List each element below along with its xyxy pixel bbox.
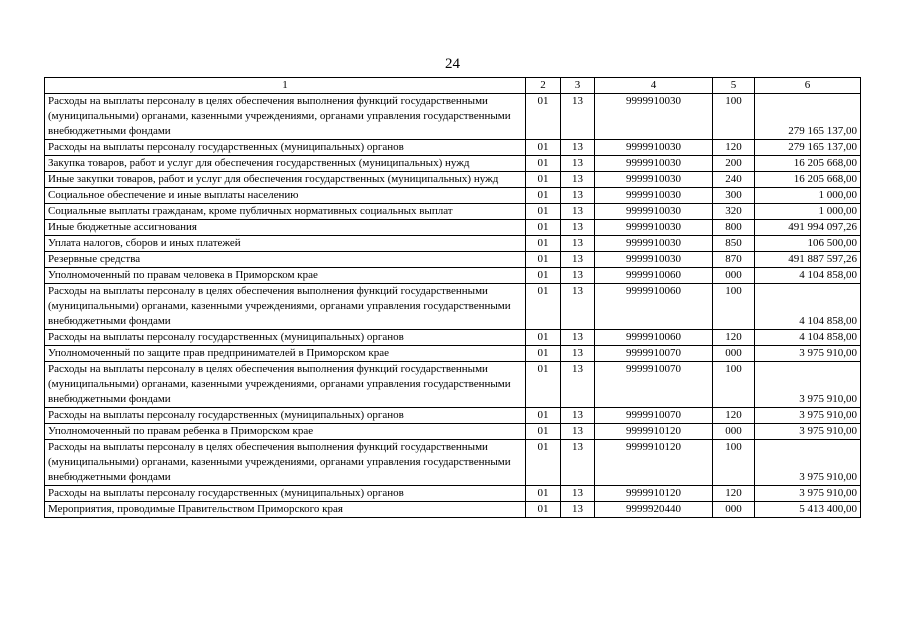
row-subsection-cell: 13 <box>561 362 595 408</box>
row-subsection-cell: 13 <box>561 220 595 236</box>
row-subsection-cell: 13 <box>561 94 595 140</box>
row-section-cell: 01 <box>526 94 561 140</box>
row-expense-type-cell: 100 <box>713 362 755 408</box>
row-section-cell: 01 <box>526 236 561 252</box>
row-section-cell: 01 <box>526 424 561 440</box>
row-subsection-cell: 13 <box>561 284 595 330</box>
row-expense-type-cell: 100 <box>713 94 755 140</box>
row-section-cell: 01 <box>526 252 561 268</box>
row-section-cell: 01 <box>526 284 561 330</box>
table-row <box>45 252 861 268</box>
row-target-article-cell: 9999910120 <box>595 424 713 440</box>
row-name-cell: Расходы на выплаты персоналу в целях обеспечения выполнения функций государственными (муниципальными) органами, казенными учреждениями, органами управления государственными внебюджетными фондами <box>45 362 526 408</box>
row-target-article-cell: 9999910030 <box>595 156 713 172</box>
table-row <box>45 188 861 204</box>
row-expense-type-cell: 000 <box>713 502 755 518</box>
row-amount-cell: 279 165 137,00 <box>755 140 861 156</box>
table-row <box>45 172 861 188</box>
row-amount-cell: 491 994 097,26 <box>755 220 861 236</box>
row-expense-type-cell: 000 <box>713 424 755 440</box>
row-name-cell: Расходы на выплаты персоналу в целях обеспечения выполнения функций государственными (муниципальными) органами, казенными учреждениями, органами управления государственными внебюджетными фондами <box>45 440 526 486</box>
row-amount-cell: 4 104 858,00 <box>755 268 861 284</box>
header-col-6: 6 <box>755 78 861 94</box>
row-section-cell: 01 <box>526 440 561 486</box>
table-row <box>45 440 861 486</box>
row-name-cell: Расходы на выплаты персоналу государственных (муниципальных) органов <box>45 408 526 424</box>
row-amount-cell: 3 975 910,00 <box>755 346 861 362</box>
row-target-article-cell: 9999910070 <box>595 346 713 362</box>
table-row <box>45 284 861 330</box>
row-name-cell: Уплата налогов, сборов и иных платежей <box>45 236 526 252</box>
table-row <box>45 424 861 440</box>
row-amount-cell: 4 104 858,00 <box>755 330 861 346</box>
table-row <box>45 94 861 140</box>
row-target-article-cell: 9999910030 <box>595 220 713 236</box>
row-name-cell: Уполномоченный по правам человека в Приморском крае <box>45 268 526 284</box>
row-expense-type-cell: 120 <box>713 140 755 156</box>
row-target-article-cell: 9999910120 <box>595 440 713 486</box>
table-row <box>45 408 861 424</box>
row-target-article-cell: 9999910060 <box>595 284 713 330</box>
row-subsection-cell: 13 <box>561 156 595 172</box>
row-amount-cell: 4 104 858,00 <box>755 284 861 330</box>
table-header-row <box>45 78 861 94</box>
row-expense-type-cell: 120 <box>713 408 755 424</box>
row-subsection-cell: 13 <box>561 236 595 252</box>
header-col-1: 1 <box>45 78 526 94</box>
row-target-article-cell: 9999910030 <box>595 140 713 156</box>
row-target-article-cell: 9999910030 <box>595 236 713 252</box>
row-subsection-cell: 13 <box>561 346 595 362</box>
row-subsection-cell: 13 <box>561 268 595 284</box>
row-section-cell: 01 <box>526 408 561 424</box>
row-expense-type-cell: 240 <box>713 172 755 188</box>
row-target-article-cell: 9999910070 <box>595 408 713 424</box>
table-row <box>45 220 861 236</box>
row-section-cell: 01 <box>526 172 561 188</box>
row-name-cell: Расходы на выплаты персоналу государственных (муниципальных) органов <box>45 486 526 502</box>
row-target-article-cell: 9999910060 <box>595 330 713 346</box>
row-subsection-cell: 13 <box>561 330 595 346</box>
row-target-article-cell: 9999920440 <box>595 502 713 518</box>
row-expense-type-cell: 120 <box>713 330 755 346</box>
row-subsection-cell: 13 <box>561 408 595 424</box>
row-target-article-cell: 9999910070 <box>595 362 713 408</box>
row-amount-cell: 16 205 668,00 <box>755 156 861 172</box>
row-amount-cell: 3 975 910,00 <box>755 424 861 440</box>
row-section-cell: 01 <box>526 362 561 408</box>
table-row <box>45 502 861 518</box>
table-body <box>45 78 861 518</box>
row-amount-cell: 1 000,00 <box>755 204 861 220</box>
row-section-cell: 01 <box>526 502 561 518</box>
row-subsection-cell: 13 <box>561 252 595 268</box>
row-section-cell: 01 <box>526 140 561 156</box>
header-col-4: 4 <box>595 78 713 94</box>
row-target-article-cell: 9999910030 <box>595 94 713 140</box>
row-name-cell: Иные бюджетные ассигнования <box>45 220 526 236</box>
row-target-article-cell: 9999910030 <box>595 252 713 268</box>
row-amount-cell: 1 000,00 <box>755 188 861 204</box>
row-expense-type-cell: 120 <box>713 486 755 502</box>
row-name-cell: Расходы на выплаты персоналу государственных (муниципальных) органов <box>45 330 526 346</box>
row-name-cell: Уполномоченный по защите прав предпринимателей в Приморском крае <box>45 346 526 362</box>
row-target-article-cell: 9999910120 <box>595 486 713 502</box>
table-row <box>45 362 861 408</box>
row-subsection-cell: 13 <box>561 486 595 502</box>
row-expense-type-cell: 200 <box>713 156 755 172</box>
row-section-cell: 01 <box>526 330 561 346</box>
row-subsection-cell: 13 <box>561 204 595 220</box>
row-subsection-cell: 13 <box>561 172 595 188</box>
row-expense-type-cell: 870 <box>713 252 755 268</box>
page-number: 24 <box>445 56 460 72</box>
row-name-cell: Резервные средства <box>45 252 526 268</box>
row-target-article-cell: 9999910030 <box>595 172 713 188</box>
row-section-cell: 01 <box>526 204 561 220</box>
row-name-cell: Уполномоченный по правам ребенка в Приморском крае <box>45 424 526 440</box>
row-name-cell: Мероприятия, проводимые Правительством Приморского края <box>45 502 526 518</box>
header-col-3: 3 <box>561 78 595 94</box>
row-section-cell: 01 <box>526 486 561 502</box>
table-row <box>45 268 861 284</box>
table-row <box>45 236 861 252</box>
row-section-cell: 01 <box>526 346 561 362</box>
row-amount-cell: 3 975 910,00 <box>755 362 861 408</box>
table-row <box>45 140 861 156</box>
row-amount-cell: 3 975 910,00 <box>755 440 861 486</box>
row-subsection-cell: 13 <box>561 424 595 440</box>
table-row <box>45 156 861 172</box>
row-subsection-cell: 13 <box>561 440 595 486</box>
table-row <box>45 486 861 502</box>
row-amount-cell: 16 205 668,00 <box>755 172 861 188</box>
row-section-cell: 01 <box>526 220 561 236</box>
row-target-article-cell: 9999910030 <box>595 188 713 204</box>
budget-table <box>44 77 861 518</box>
row-subsection-cell: 13 <box>561 140 595 156</box>
row-expense-type-cell: 300 <box>713 188 755 204</box>
table-row <box>45 346 861 362</box>
row-amount-cell: 491 887 597,26 <box>755 252 861 268</box>
row-expense-type-cell: 100 <box>713 284 755 330</box>
row-expense-type-cell: 100 <box>713 440 755 486</box>
row-name-cell: Социальное обеспечение и иные выплаты населению <box>45 188 526 204</box>
row-amount-cell: 5 413 400,00 <box>755 502 861 518</box>
row-amount-cell: 279 165 137,00 <box>755 94 861 140</box>
row-expense-type-cell: 320 <box>713 204 755 220</box>
row-target-article-cell: 9999910060 <box>595 268 713 284</box>
header-col-5: 5 <box>713 78 755 94</box>
row-name-cell: Закупка товаров, работ и услуг для обеспечения государственных (муниципальных) нужд <box>45 156 526 172</box>
row-name-cell: Социальные выплаты гражданам, кроме публичных нормативных социальных выплат <box>45 204 526 220</box>
row-section-cell: 01 <box>526 268 561 284</box>
table-row <box>45 330 861 346</box>
row-name-cell: Расходы на выплаты персоналу в целях обеспечения выполнения функций государственными (муниципальными) органами, казенными учреждениями, органами управления государственными внебюджетными фондами <box>45 94 526 140</box>
row-name-cell: Расходы на выплаты персоналу в целях обеспечения выполнения функций государственными (муниципальными) органами, казенными учреждениями, органами управления государственными внебюджетными фондами <box>45 284 526 330</box>
row-expense-type-cell: 800 <box>713 220 755 236</box>
row-target-article-cell: 9999910030 <box>595 204 713 220</box>
row-name-cell: Расходы на выплаты персоналу государственных (муниципальных) органов <box>45 140 526 156</box>
row-subsection-cell: 13 <box>561 502 595 518</box>
row-amount-cell: 106 500,00 <box>755 236 861 252</box>
row-amount-cell: 3 975 910,00 <box>755 408 861 424</box>
row-name-cell: Иные закупки товаров, работ и услуг для обеспечения государственных (муниципальных) нужд <box>45 172 526 188</box>
row-amount-cell: 3 975 910,00 <box>755 486 861 502</box>
row-expense-type-cell: 850 <box>713 236 755 252</box>
row-section-cell: 01 <box>526 156 561 172</box>
row-expense-type-cell: 000 <box>713 268 755 284</box>
table-row <box>45 204 861 220</box>
row-section-cell: 01 <box>526 188 561 204</box>
row-subsection-cell: 13 <box>561 188 595 204</box>
row-expense-type-cell: 000 <box>713 346 755 362</box>
header-col-2: 2 <box>526 78 561 94</box>
